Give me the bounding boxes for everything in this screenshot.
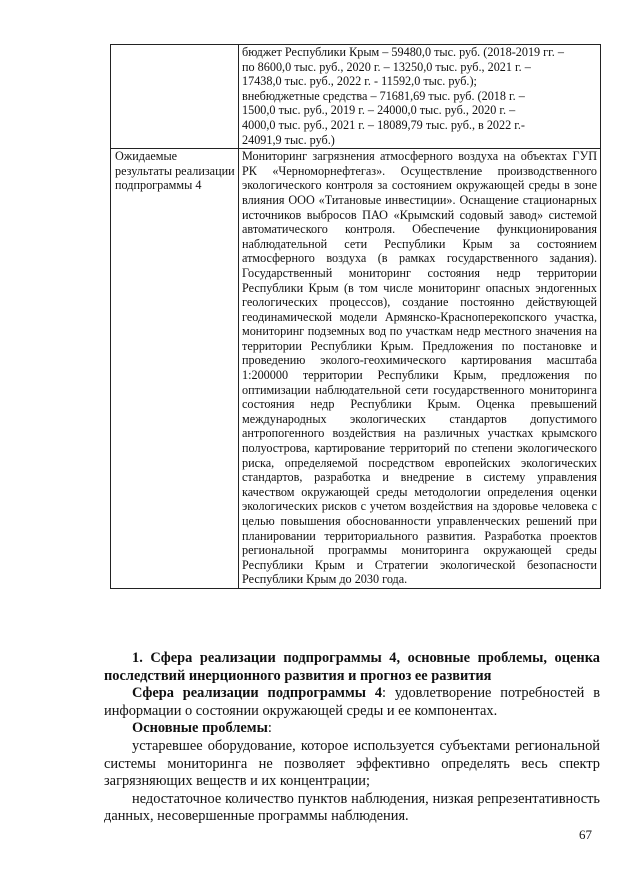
row-label-empty <box>111 45 239 149</box>
expected-results-label: Ожидаемые результаты реализации подпрограммы 4 <box>115 149 235 193</box>
table-row-expected-results <box>111 149 601 589</box>
funding-cell <box>239 45 601 149</box>
funding-line: 17438,0 тыс. руб., 2022 г. - 11592,0 тыс. руб.); <box>242 74 477 89</box>
expected-results-cell <box>239 149 601 589</box>
problems-label: Основные проблемы <box>132 720 268 737</box>
problems-colon: : <box>267 720 272 737</box>
funding-line: 24091,9 тыс. руб.) <box>242 132 335 147</box>
page-number: 67 <box>579 827 592 842</box>
problem-item-1: устаревшее оборудование, которое используется субъектами региональной системы мониторинга не позволяет эффективно определять весь спектр загрязняющих веществ и их концентрации; <box>104 737 600 790</box>
problems-heading <box>104 720 600 738</box>
funding-line: по 8600,0 тыс. руб., 2020 г. – 13250,0 тыс. руб., 2021 г. – <box>242 59 531 74</box>
funding-line: 4000,0 тыс. руб., 2021 г. – 18089,79 тыс. руб., в 2022 г.- <box>242 117 525 132</box>
problem-item-2: недостаточное количество пунктов наблюдения, низкая репрезентативность данных, несовершенные программы наблюдения. <box>104 790 600 825</box>
scope-label: Сфера реализации подпрограммы 4 <box>132 685 383 702</box>
row-label-expected-results <box>111 149 239 589</box>
scope-text: : удовлетворение потребностей в информации о состоянии окружающей среды и ее компонентах. <box>104 685 600 719</box>
funding-line: бюджет Республики Крым – 59480,0 тыс. руб. (2018-2019 гг. – <box>242 45 564 59</box>
subprogram-passport-table <box>110 44 601 589</box>
scope-paragraph <box>104 685 600 720</box>
expected-results-text: Мониторинг загрязнения атмосферного воздуха на объектах ГУП РК «Черноморнефтегаз». Осуществление производственного экологического контроля за состоянием окружающей среды в зоне влияния ООО «Титановые инвестиции». Оснащение стационарных источников выбросов ПАО «Крымский содовый завод» системой автоматического контроля. Обеспечение функционирования наблюдательной сети Республики Крым за состоянием атмосферного воздуха (в рамках государственного задания). Государственный мониторинг состояния недр территории Республики Крым (в том числе мониторинг опасных эндогенных геологических процессов), создание постоянно действующей геодинамической модели Армянско-Красноперекопского участка, мониторинг подземных вод по участкам недр местного значения на территории Республики Крым. Предложения по постановке и проведению эколого-геохимического картирования масштаба 1:200000 территории Республики Крым, предложения по оптимизации наблюдательной сети государственного мониторинга состояния недр Республики Крым. Оценка превышений международных экологических стандартов допустимого антропогенного воздействия на различных участках крымского полуострова, картирование территорий по степени экологического риска, определяемой посредством европейских экологических стандартов, разработка и внедрение в систему управления качеством окружающей среды методологии определения оценки экологических рисков с учетом воздействия на здоровье человека с целью повышения обоснованности управленческих решений при планировании территориального развития. Разработка проектов региональной программы мониторинга окружающей среды Республики Крым и Стратегии экологической безопасности Республики Крым до 2030 года. <box>242 149 597 587</box>
section-heading: 1. Сфера реализации подпрограммы 4, основные проблемы, оценка последствий инерционного развития и прогноз ее развития <box>104 650 600 684</box>
table-row-funding <box>111 45 601 149</box>
section-body <box>104 650 600 826</box>
funding-line: внебюджетные средства – 71681,69 тыс. руб. (2018 г. – <box>242 88 525 103</box>
funding-line: 1500,0 тыс. руб., 2019 г. – 24000,0 тыс. руб., 2020 г. – <box>242 103 516 118</box>
